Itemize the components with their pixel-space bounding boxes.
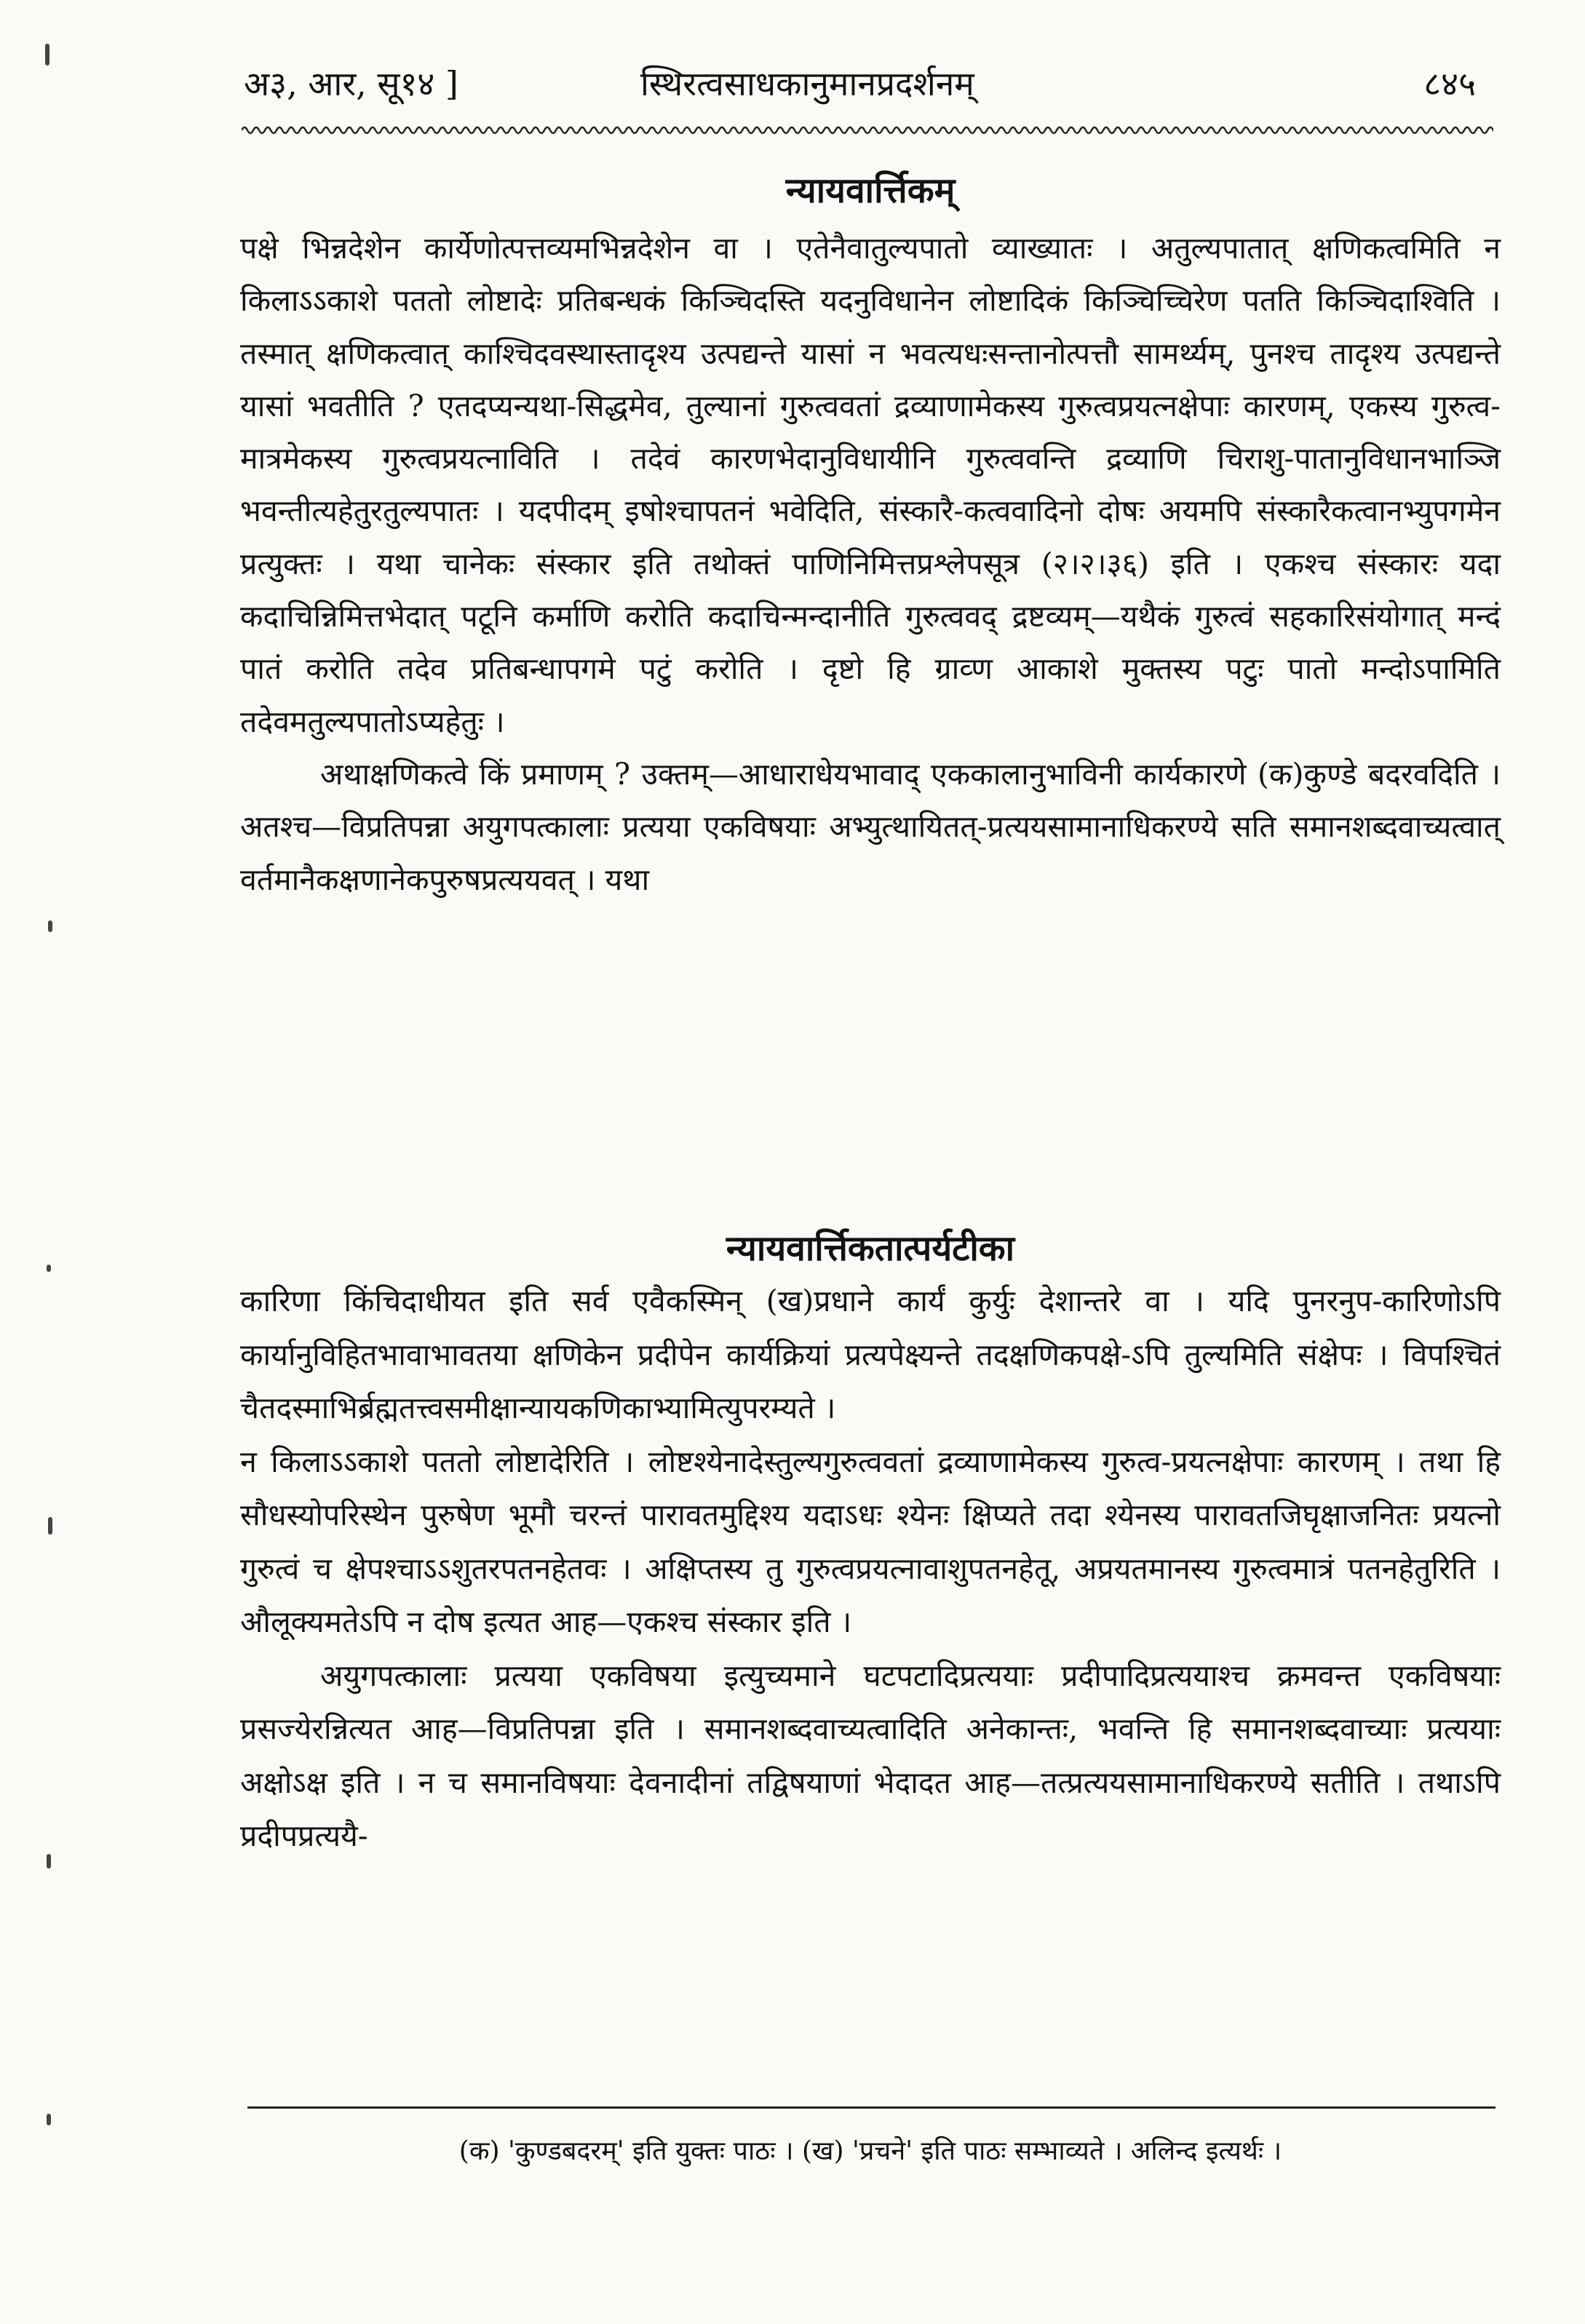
section-body-tatparyatika — [240, 1275, 1501, 1863]
header-wavy-rule — [242, 122, 1493, 138]
page-header — [244, 55, 1476, 113]
paragraph: कारिणा किंचिदाधीयत इति सर्व एवैकस्मिन् (ख)प्रधाने कार्यं कुर्युः देशान्तरे वा । यदि पुनरनुप-कारिणोऽपि कार्यानुविहितभावाभावतया क्षणिकेन प्रदीपेन कार्यक्रियां प्रत्यपेक्ष्यन्ते तदक्षणिकपक्षे-ऽपि तुल्यमिति संक्षेपः । विपश्चितं चैतदस्माभिर्ब्रह्मतत्त्वसमीक्षान्यायकणिकाभ्यामित्युपरम्यते । — [240, 1284, 1501, 1425]
paragraph: अयुगपत्कालाः प्रत्यया एकविषया इत्युच्यमाने घटपटादिप्रत्ययाः प्रदीपादिप्रत्ययाश्च क्रमवन्त एकविषयाः प्रसज्येरन्नित्यत आह—विप्रतिपन्ना इति । समानशब्दवाच्यत्वादिति अनेकान्तः, भवन्ति हि समानशब्दवाच्याः प्रत्ययाः अक्षोऽक्ष इति । न च समानविषयाः देवनादीनां तद्विषयाणां भेदादत आह—तत्प्रत्ययसामानाधिकरण्ये सतीति । तथाऽपि प्रदीपप्रत्ययै- — [240, 1658, 1501, 1853]
margin-mark — [47, 2114, 51, 2125]
margin-mark — [48, 1517, 52, 1535]
footnotes: (क) 'कुण्डबदरम्' इति युक्तः पाठः । (ख) 'प्रचने' इति पाठः सम्भाव्यते । अलिन्द इत्यर्थः । — [458, 2136, 1282, 2166]
margin-mark — [45, 44, 49, 65]
section-title-nyayavarttika: न्यायवार्त्तिकम् — [785, 170, 956, 211]
running-title: स्थिरत्वसाधकानुमानप्रदर्शनम् — [640, 64, 974, 103]
page-number: ८४५ — [1423, 64, 1476, 103]
margin-mark — [47, 1854, 51, 1869]
section-body-nyayavarttika — [240, 222, 1501, 906]
chapter-reference: अ३, आर, सू१४ ] — [244, 64, 458, 103]
margin-mark — [47, 1265, 51, 1272]
footnote-rule — [247, 2106, 1495, 2109]
paragraph: अथाक्षणिकत्वे किं प्रमाणम् ? उक्तम्—आधाराधेयभावाद् एककालानुभाविनी कार्यकारणे (क)कुण्डे बदरवदिति । अतश्च—विप्रतिपन्ना अयुगपत्कालाः प्रत्यया एकविषयाः अभ्युत्थायितत्-प्रत्ययसामानाधिकरण्ये सति समानशब्दवाच्यत्वात् वर्तमानैकक्षणानेकपुरुषप्रत्ययवत् । यथा — [240, 756, 1501, 897]
margin-mark — [48, 920, 52, 932]
paragraph: न किलाऽऽकाशे पततो लोष्टादेरिति । लोष्टश्येनादेस्तुल्यगुरुत्ववतां द्रव्याणामेकस्य गुरुत्व-प्रयत्नक्षेपाः कारणम् । तथा हि सौधस्योपरिस्थेन पुरुषेण भूमौ चरन्तं पारावतमुद्दिश्य यदाऽधः श्येनः क्षिप्यते तदा श्येनस्य पारावतजिघृक्षाजनितः प्रयत्नो गुरुत्वं च क्षेपश्चाऽऽशुतरपतनहेतवः । अक्षिप्तस्य तु गुरुत्वप्रयत्नावाशुपतनहेतू, अप्रयतमानस्य गुरुत्वमात्रं पतनहेतुरिति । औलूक्यमतेऽपि न दोष इत्यत आह—एकश्च संस्कार इति । — [240, 1444, 1501, 1639]
section-title-tatparyatika: न्यायवार्त्तिकतात्पर्यटीका — [726, 1228, 1015, 1269]
paragraph: पक्षे भिन्नदेशेन कार्येणोत्पत्तव्यमभिन्नदेशेन वा । एतेनैवातुल्यपातो व्याख्यातः । अतुल्यपातात् क्षणिकत्वमिति न किलाऽऽकाशे पततो लोष्टादेः प्रतिबन्धकं किञ्चिदस्ति यदनुविधानेन लोष्टादिकं किञ्चिच्चिरेण पतति किञ्चिदाश्विति । तस्मात् क्षणिकत्वात् काश्चिदवस्थास्तादृश्य उत्पद्यन्ते यासां न भवत्यधःसन्तानोत्पत्तौ सामर्थ्यम्, पुनश्च तादृश्य उत्पद्यन्ते यासां भवतीति ? एतदप्यन्यथा-सिद्धमेव, तुल्यानां गुरुत्ववतां द्रव्याणामेकस्य गुरुत्वप्रयत्नक्षेपाः कारणम्, एकस्य गुरुत्व-मात्रमेकस्य गुरुत्वप्रयत्नाविति । तदेवं कारणभेदानुविधायीनि गुरुत्ववन्ति द्रव्याणि चिराशु-पातानुविधानभाञ्जि भवन्तीत्यहेतुरतुल्यपातः । यदपीदम् इषोश्चापतनं भवेदिति, संस्कारै-कत्ववादिनो दोषः अयमपि संस्कारैकत्वानभ्युपगमेन प्रत्युक्तः । यथा चानेकः संस्कार इति तथोक्तं पाणिनिमित्तप्रश्लेपसूत्र (२।२।३६) इति । एकश्च संस्कारः यदा कदाचिन्निमित्तभेदात् पटूनि कर्माणि करोति कदाचिन्मन्दानीति गुरुत्ववद् द्रष्टव्यम्—यथैकं गुरुत्वं सहकारिसंयोगात् मन्दं पातं करोति तदेव प्रतिबन्धापगमे पटुं करोति । दृष्टो हि ग्राव्ण आकाशे मुक्तस्य पटुः पातो मन्दोऽपामिति तदेवमतुल्यपातोऽप्यहेतुः । — [240, 231, 1501, 739]
